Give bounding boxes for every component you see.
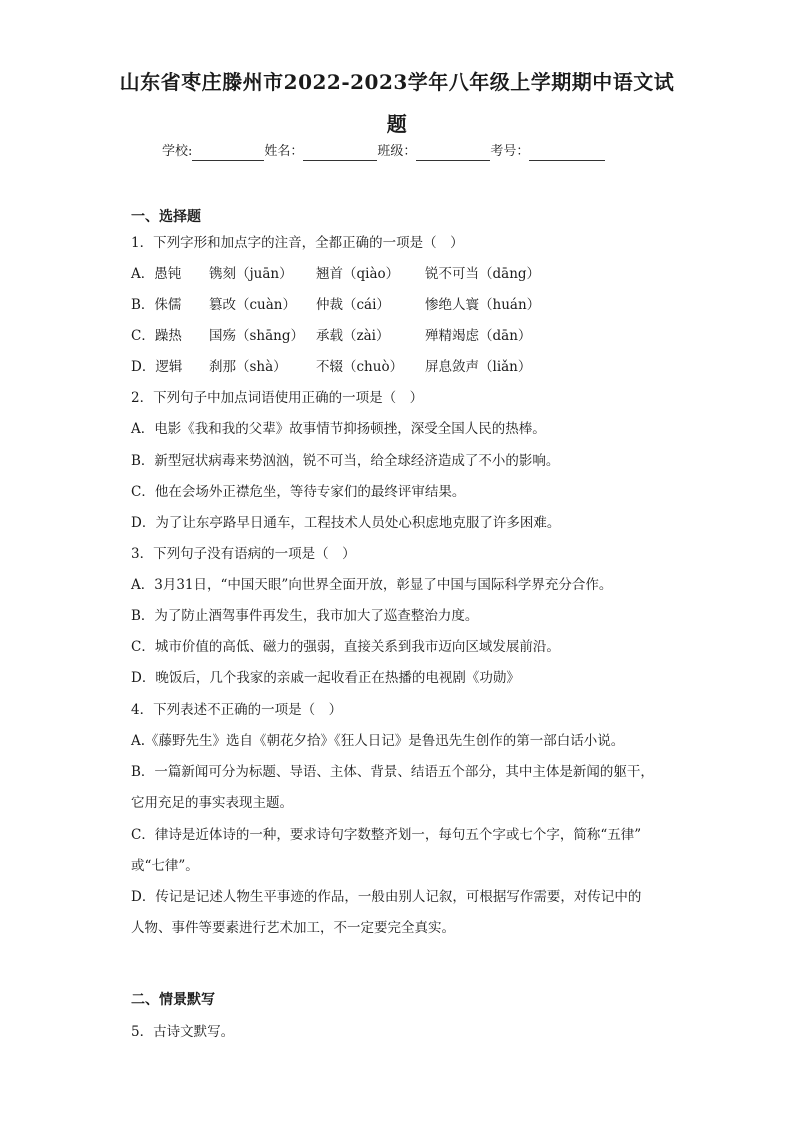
option-word: 仲裁（cái）	[316, 297, 390, 313]
question-2-option-a: A．电影《我和我的父辈》故事情节抑扬顿挫，深受全国人民的热棒。	[131, 421, 546, 437]
option-word: 不辍（chuò）	[316, 359, 404, 375]
exam-no-blank	[529, 146, 605, 161]
option-word: 锐不可当（dāng）	[425, 266, 541, 282]
name-label: 姓名：	[264, 144, 304, 159]
school-blank	[192, 146, 264, 161]
exam-title-line1: 山东省枣庄滕州市2022-2023学年八年级上学期期中语文试	[119, 70, 675, 94]
question-3-stem: 3．下列句子没有语病的一项是（ ）	[131, 546, 356, 562]
option-word: 屏息敛声（liǎn）	[425, 359, 532, 375]
question-3-option-a: A．3月31日，“中国天眼”向世界全面开放，彰显了中国与国际科学界充分合作。	[131, 577, 613, 593]
question-3-option-b: B．为了防止酒驾事件再发生，我市加大了巡查整治力度。	[131, 608, 479, 624]
class-blank	[416, 146, 490, 161]
option-word: B．侏儒	[131, 297, 182, 313]
question-2-option-b: B．新型冠状病毒来势汹汹，锐不可当，给全球经济造成了不小的影响。	[131, 453, 560, 469]
question-4-line: 它用充足的事实表现主题。	[131, 795, 293, 811]
section-heading-recitation: 二、情景默写	[131, 992, 215, 1008]
option-word: 殚精竭虑（dān）	[425, 328, 532, 344]
option-word: 承载（zài）	[316, 328, 390, 344]
question-2-option-d: D．为了让东亭路早日通车，工程技术人员处心积虑地克服了许多困难。	[131, 515, 561, 531]
option-word: 翘首（qiào）	[316, 266, 400, 282]
school-label: 学校:	[162, 144, 193, 159]
class-label: 班级：	[377, 144, 417, 159]
name-blank	[303, 146, 377, 161]
option-word: 惨绝人寰（huán）	[425, 297, 541, 313]
option-word: A．愚钝	[131, 266, 182, 282]
option-word: 镌刻（juān）	[209, 266, 293, 282]
option-word: C．躁热	[131, 328, 182, 344]
option-word: 篡改（cuàn）	[209, 297, 296, 313]
question-2-stem: 2．下列句子中加点词语使用正确的一项是（ ）	[131, 390, 424, 406]
question-2-option-c: C．他在会场外正襟危坐，等待专家们的最终评审结果。	[131, 484, 466, 500]
question-4-stem: 4．下列表述不正确的一项是（ ）	[131, 702, 343, 718]
question-3-option-c: C．城市价值的高低、磁力的强弱，直接关系到我市迈向区域发展前沿。	[131, 639, 560, 655]
exam-title-line2: 题	[386, 112, 408, 136]
question-4-line: D．传记是记述人物生平事迹的作品，一般由别人记叙，可根据写作需要，对传记中的	[131, 889, 642, 905]
question-4-line: B．一篇新闻可分为标题、导语、主体、背景、结语五个部分，其中主体是新闻的躯干，	[131, 764, 654, 780]
question-4-line: A.《藤野先生》选自《朝花夕拾》《狂人日记》是鲁迅先生创作的第一部白话小说。	[131, 733, 625, 749]
option-word: D．逻辑	[131, 359, 183, 375]
question-5-stem: 5．古诗文默写。	[131, 1024, 235, 1040]
question-4-line: 或“七律”。	[131, 858, 199, 874]
option-word: 国殇（shāng）	[209, 328, 305, 344]
question-4-line: 人物、事件等要素进行艺术加工，不一定要完全真实。	[131, 920, 455, 936]
exam-no-label: 考号：	[490, 144, 530, 159]
question-4-line: C．律诗是近体诗的一种，要求诗句字数整齐划一，每句五个字或七个字，简称“五律”	[131, 827, 642, 843]
section-heading-choice: 一、选择题	[131, 209, 201, 225]
student-info-row	[162, 143, 605, 161]
option-word: 刹那（shà）	[209, 359, 287, 375]
question-3-option-d: D．晚饭后，几个我家的亲戚一起收看正在热播的电视剧《功勋》	[131, 670, 520, 686]
question-1-stem: 1．下列字形和加点字的注音，全都正确的一项是（ ）	[131, 235, 464, 251]
